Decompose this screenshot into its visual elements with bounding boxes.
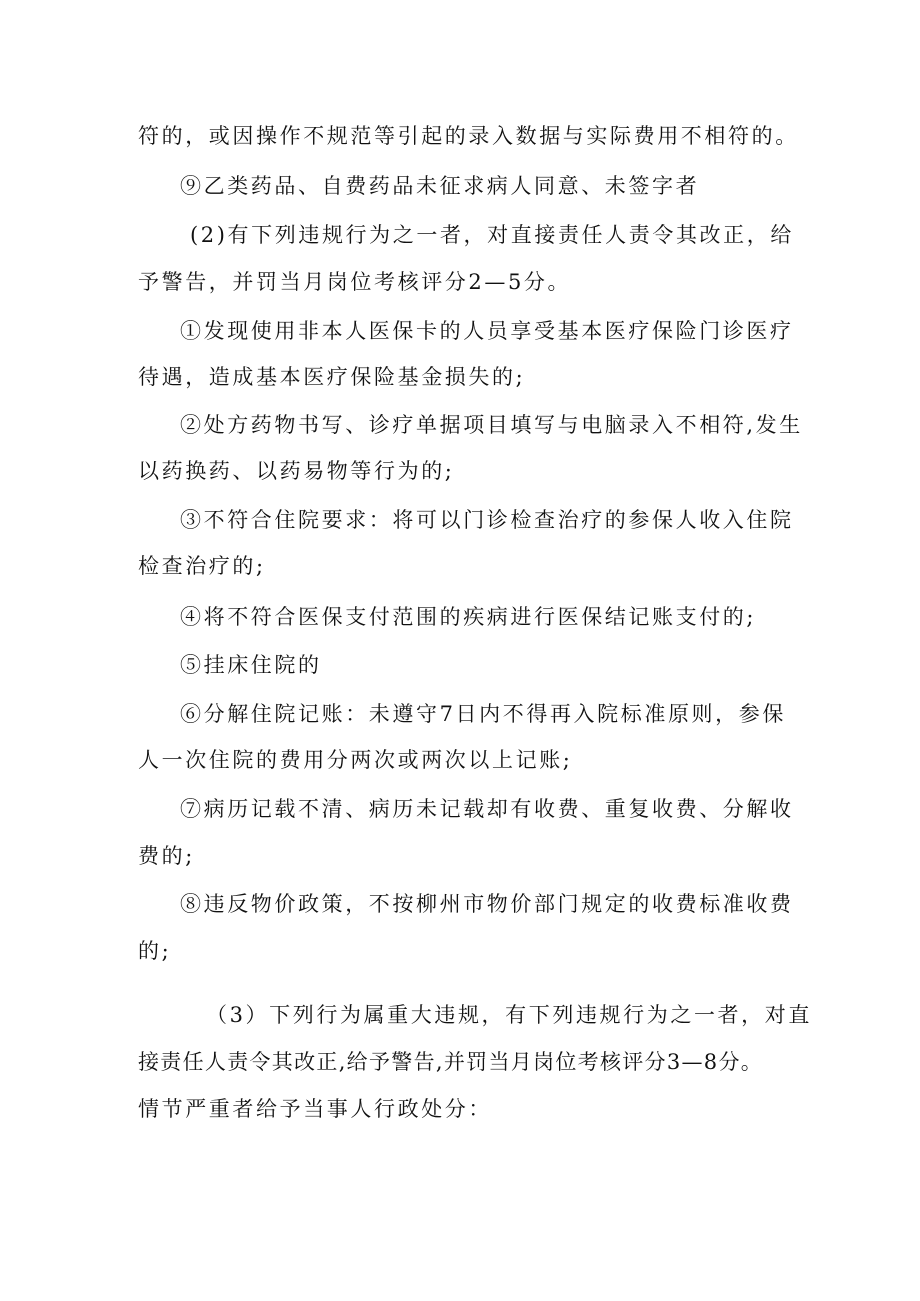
item-6: ⑥分解住院记账：未遵守7日内不得再入院标准原则，参保 bbox=[180, 702, 786, 726]
item-3: ③不符合住院要求：将可以门诊检查治疗的参保人收入住院 bbox=[180, 508, 794, 532]
item-7: ⑦病历记载不清、病历未记载却有收费、重复收费、分解收 bbox=[180, 797, 794, 821]
item-1: ①发现使用非本人医保卡的人员享受基本医疗保险门诊医疗 bbox=[180, 319, 794, 343]
item-2-cont: 以药换药、以药易物等行为的; bbox=[138, 459, 455, 483]
item-6-cont: 人一次住院的费用分两次或两次以上记账; bbox=[138, 748, 573, 772]
item-1-cont: 待遇，造成基本医疗保险基金损失的; bbox=[138, 365, 526, 389]
section-3-heading-cont-2: 情节严重者给予当事人行政处分： bbox=[138, 1097, 492, 1121]
section-3-heading: （3）下列行为属重大违规，有下列违规行为之一者，对直 bbox=[206, 1003, 812, 1027]
text-line-1: 符的，或因操作不规范等引起的录入数据与实际费用不相符的。 bbox=[138, 124, 799, 148]
item-3-cont: 检查治疗的; bbox=[138, 554, 266, 578]
item-7-cont: 费的; bbox=[138, 844, 195, 868]
section-2-heading-cont: 予警告，并罚当月岗位考核评分2—5分。 bbox=[138, 270, 572, 294]
section-3-heading-cont: 接责任人责令其改正,给予警告,并罚当月岗位考核评分3—8分。 bbox=[138, 1050, 764, 1074]
item-4: ④将不符合医保支付范围的疾病进行医保结记账支付的; bbox=[180, 605, 757, 629]
section-2-heading: (2)有下列违规行为之一者，对直接责任人责令其改正，给 bbox=[190, 223, 794, 247]
item-2: ②处方药物书写、诊疗单据项目填写与电脑录入不相符,发生 bbox=[180, 413, 803, 437]
item-9: ⑨乙类药品、自费药品未征求病人同意、未签字者 bbox=[180, 174, 700, 198]
item-8-cont: 的; bbox=[138, 939, 172, 963]
item-5: ⑤挂床住院的 bbox=[180, 653, 322, 677]
item-8: ⑧违反物价政策，不按柳州市物价部门规定的收费标准收费 bbox=[180, 892, 794, 916]
